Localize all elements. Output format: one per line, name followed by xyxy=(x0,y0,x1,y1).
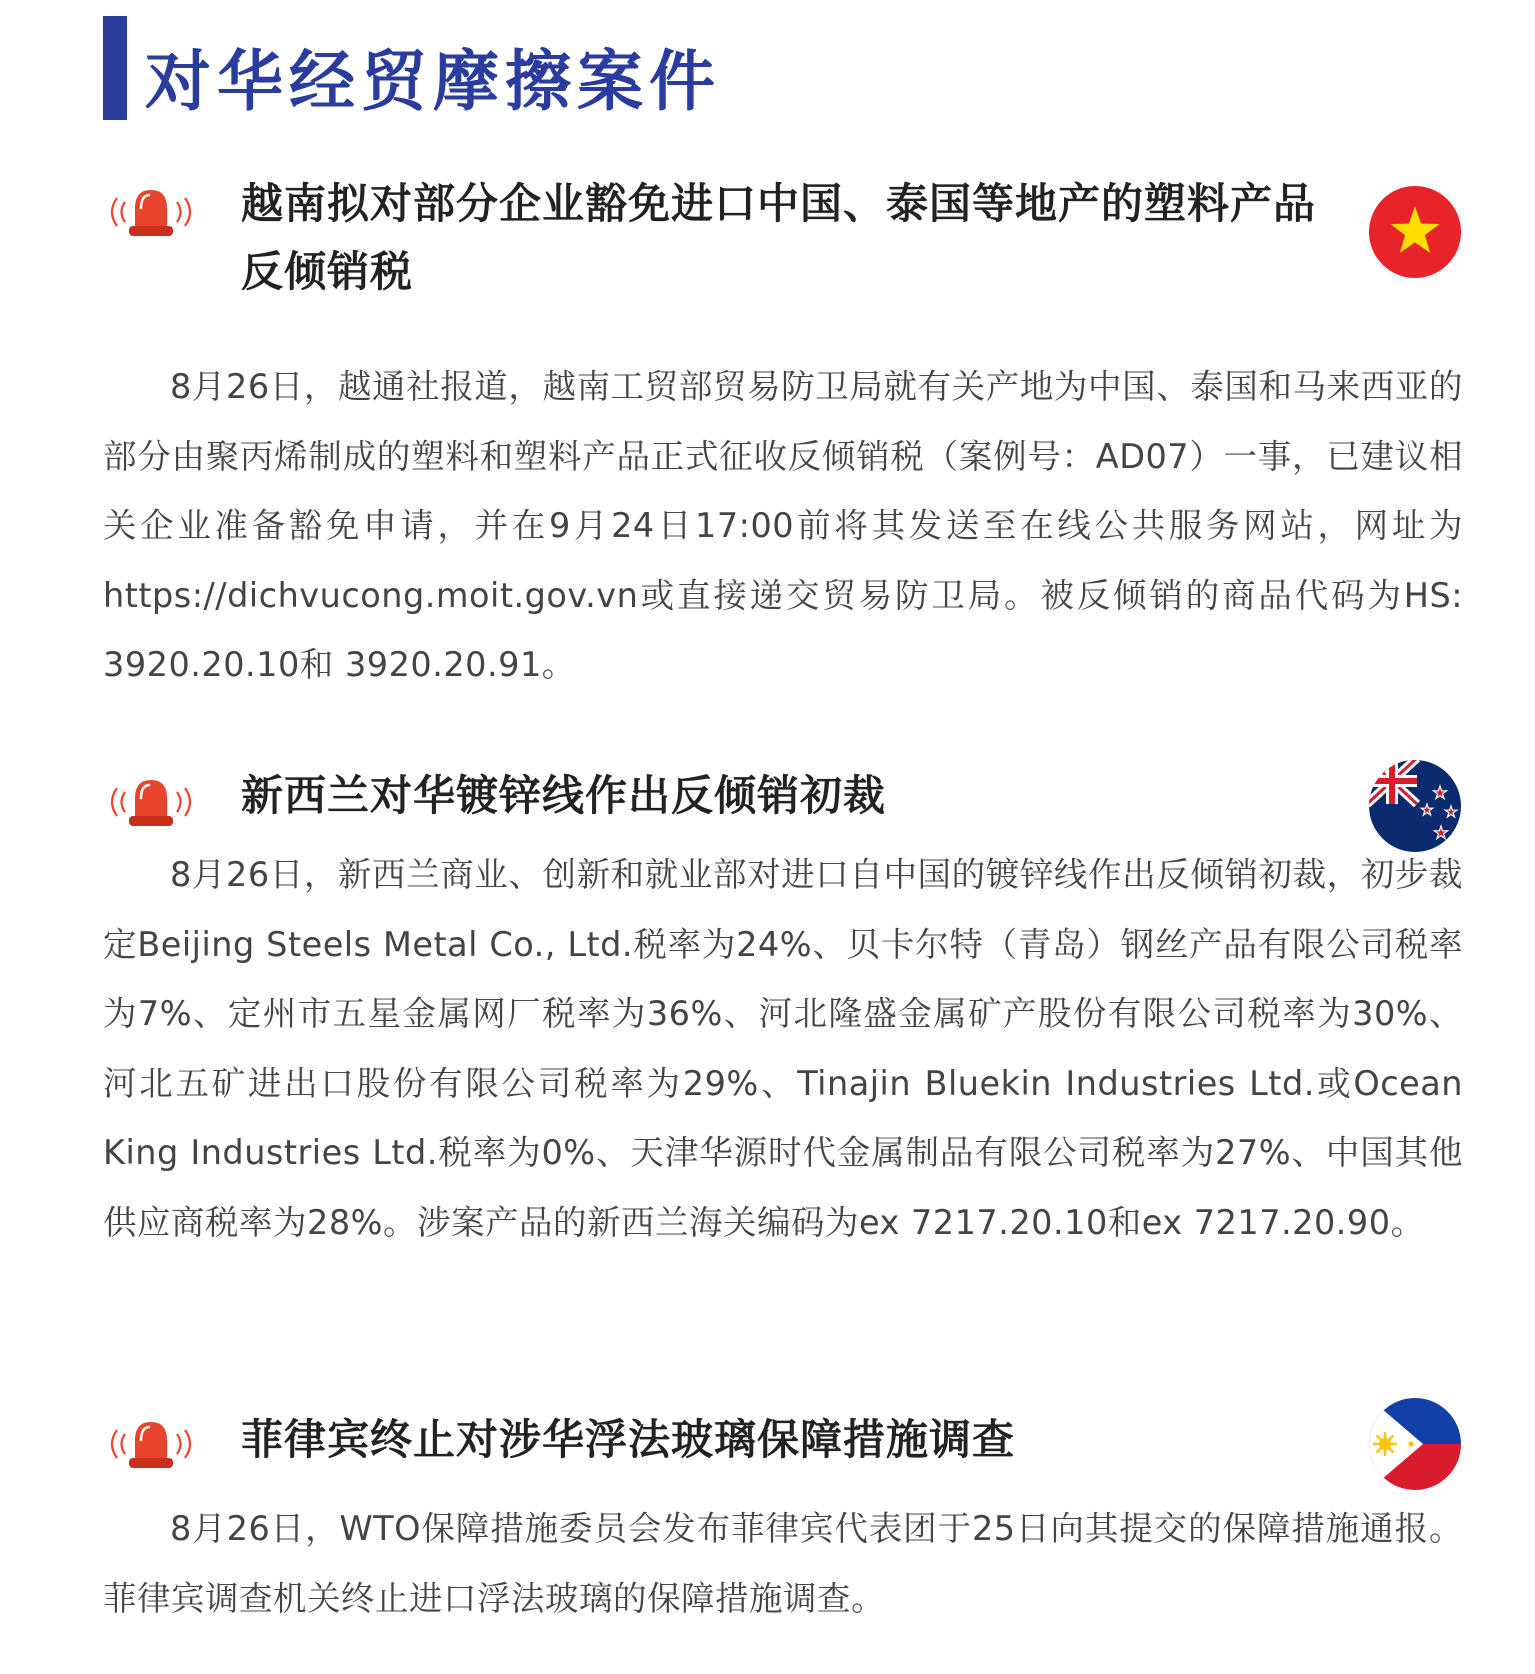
news-body: 8月26日，WTO保障措施委员会发布菲律宾代表团于25日向其提交的保障措施通报。菲律宾调查机关终止进口浮法玻璃的保障措施调查。 xyxy=(103,1509,1463,1618)
news-title: 新西兰对华镀锌线作出反倾销初裁 xyxy=(241,771,887,820)
philippines-flag-icon xyxy=(1367,1396,1463,1492)
vietnam-flag-icon xyxy=(1367,184,1463,280)
alarm-bell-icon xyxy=(103,774,199,830)
news-item-philippines xyxy=(103,1402,1463,1674)
section-header-bar xyxy=(103,16,127,120)
section-header xyxy=(103,16,1003,120)
news-item-new-zealand xyxy=(103,760,1463,1350)
news-title: 菲律宾终止对涉华浮法玻璃保障措施调查 xyxy=(241,1415,1016,1464)
alarm-bell-icon xyxy=(103,1416,199,1472)
news-title: 越南拟对部分企业豁免进口中国、泰国等地产的塑料产品反倾销税 xyxy=(241,179,1317,296)
news-body: 8月26日，越通社报道，越南工贸部贸易防卫局就有关产地为中国、泰国和马来西亚的部分由聚丙烯制成的塑料和塑料产品正式征收反倾销税（案例号：AD07）一事，已建议相关企业准备豁免申请，并在9月24日17:00前将其发送至在线公共服务网站，网址为https://dichvucong.moit.gov.vn或直接递交贸易防卫局。被反倾销的商品代码为HS: 3920.20.10和 3920.20.91。 xyxy=(103,367,1463,684)
news-item-vietnam xyxy=(103,170,1463,690)
news-body: 8月26日，新西兰商业、创新和就业部对进口自中国的镀锌线作出反倾销初裁，初步裁定Beijing Steels Metal Co., Ltd.税率为24%、贝卡尔特（青岛）钢丝产品有限公司税率为7%、定州市五星金属网厂税率为36%、河北隆盛金属矿产股份有限公司税率为30%、河北五矿进出口股份有限公司税率为29%、Tinajin Bluekin Industries Ltd.或Ocean King Industries Ltd.税率为0%、天津华源时代金属制品有限公司税率为27%、中国其他供应商税率为28%。涉案产品的新西兰海关编码为ex 7217.20.10和ex 7217.20.90。 xyxy=(103,855,1463,1242)
section-title: 对华经贸摩擦案件 xyxy=(145,43,721,120)
alarm-bell-icon xyxy=(103,184,199,240)
